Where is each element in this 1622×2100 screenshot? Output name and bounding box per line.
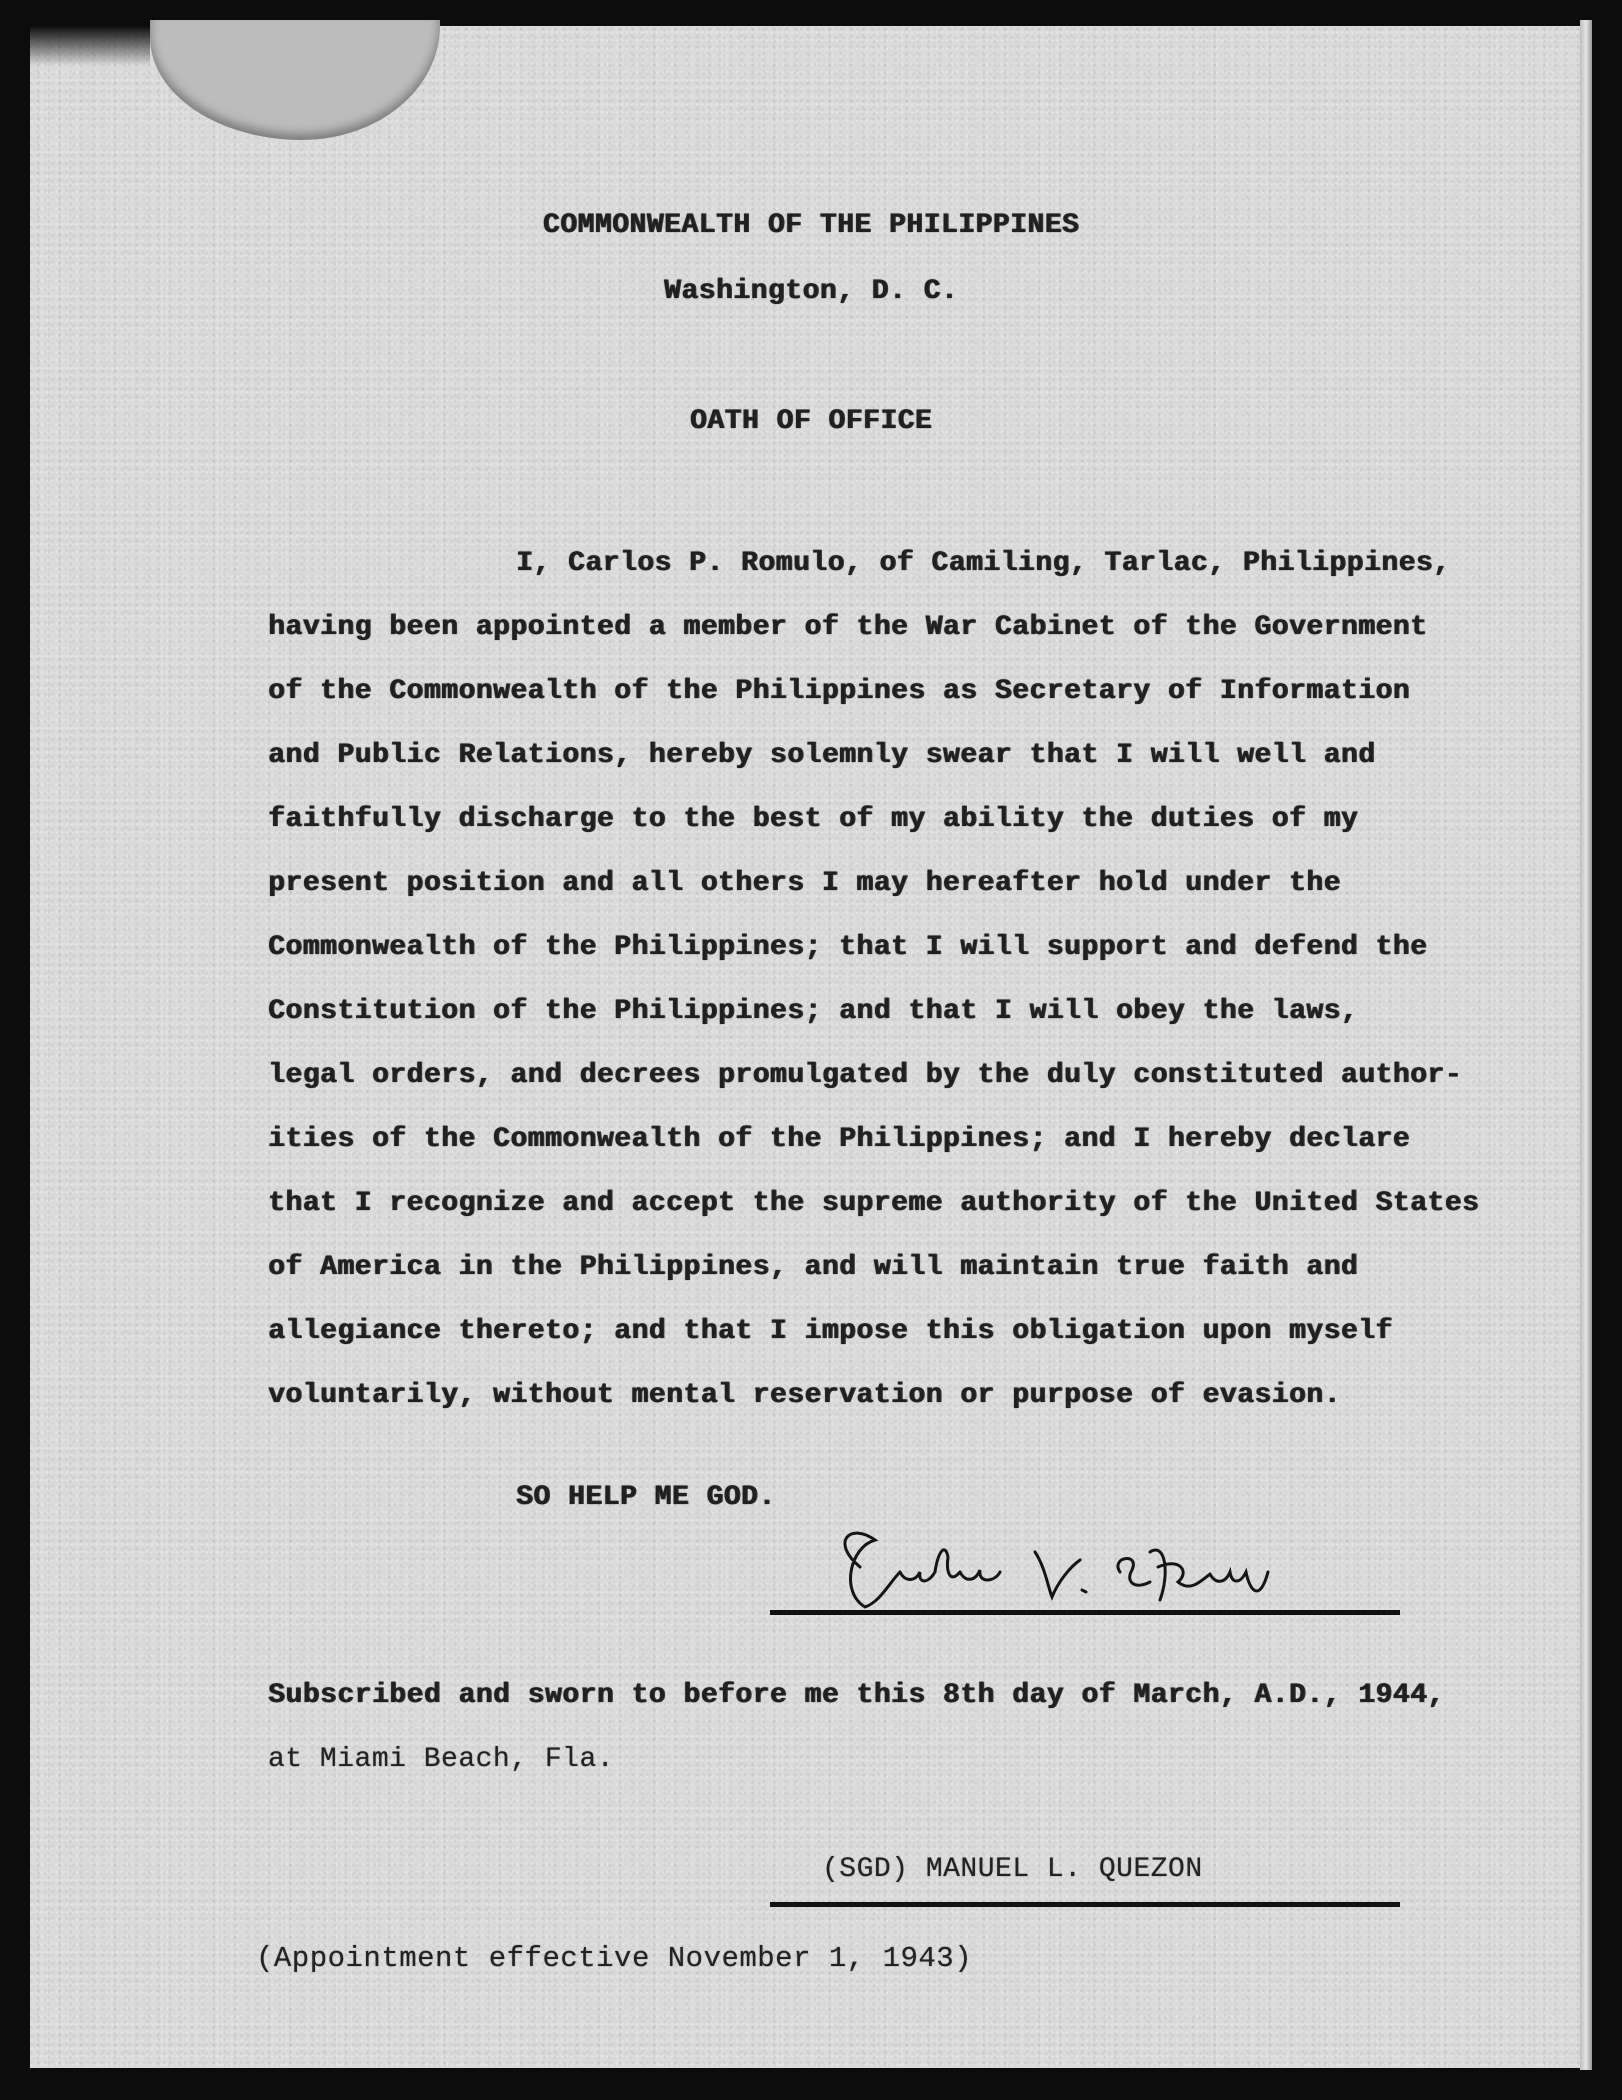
body-line: having been appointed a member of the War Cabinet of the Government [268, 612, 1428, 643]
body-line: that I recognize and accept the supreme authority of the United States [268, 1188, 1480, 1219]
body-line: voluntarily, without mental reservation or purpose of evasion. [268, 1380, 1341, 1411]
body-line: I, Carlos P. Romulo, of Camiling, Tarlac, Philippines, [516, 548, 1451, 579]
signed-by: (SGD) MANUEL L. QUEZON [822, 1854, 1203, 1885]
header-place: Washington, D. C. [663, 276, 959, 307]
body-line: ities of the Commonwealth of the Philippines; and I hereby declare [268, 1124, 1410, 1155]
body-line: legal orders, and decrees promulgated by the duly constituted author- [268, 1060, 1462, 1091]
body-line: and Public Relations, hereby solemnly swear that I will well and [268, 740, 1376, 771]
paper-edge [1580, 20, 1592, 2070]
body-line: Constitution of the Philippines; and that I will obey the laws, [268, 996, 1359, 1027]
document-title: OATH OF OFFICE [689, 406, 933, 437]
header-org: COMMONWEALTH OF THE PHILIPPINES [542, 210, 1080, 241]
closing-phrase: SO HELP ME GOD. [516, 1482, 776, 1513]
body-line: of America in the Philippines, and will maintain true faith and [268, 1252, 1359, 1283]
subscribed-line: Subscribed and sworn to before me this 8th day of March, A.D., 1944, [268, 1680, 1445, 1711]
body-line: present position and all others I may hereafter hold under the [268, 868, 1341, 899]
body-line: allegiance thereto; and that I impose this obligation upon myself [268, 1316, 1393, 1347]
appointment-note: (Appointment effective November 1, 1943) [256, 1942, 973, 1975]
signature-line [770, 1610, 1400, 1615]
body-line: faithfully discharge to the best of my ability the duties of my [268, 804, 1359, 835]
paper-sheet [30, 26, 1592, 2068]
scan-shadow [30, 26, 150, 66]
location-line: at Miami Beach, Fla. [268, 1744, 615, 1775]
official-signature-line [770, 1902, 1400, 1907]
body-line: of the Commonwealth of the Philippines as Secretary of Information [268, 676, 1410, 707]
body-line: Commonwealth of the Philippines; that I will support and defend the [268, 932, 1428, 963]
